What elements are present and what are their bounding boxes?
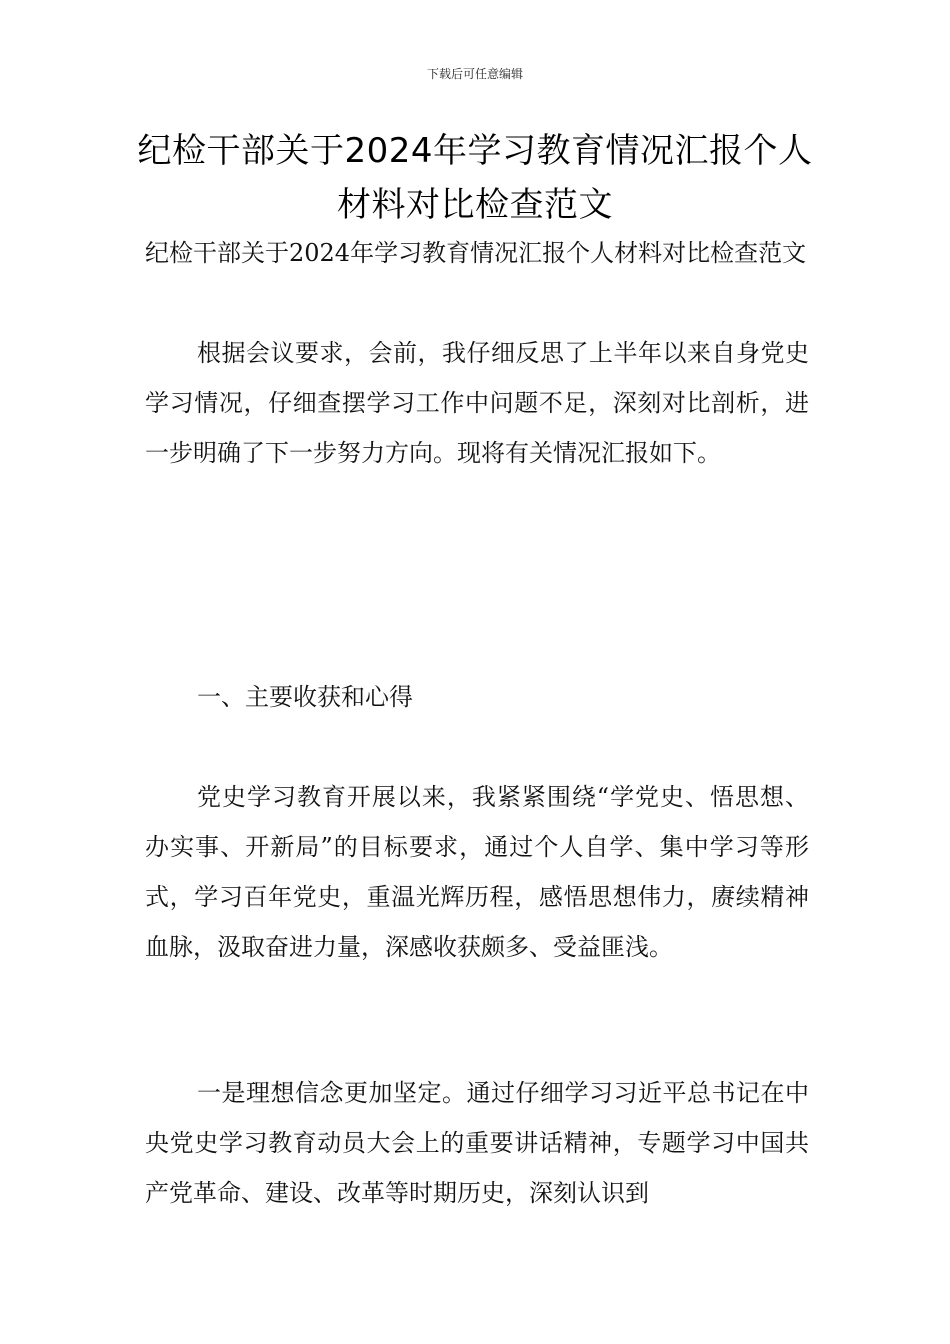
intro-paragraph: 根据会议要求，会前，我仔细反思了上半年以来自身党史学习情况，仔细查摆学习工作中问题不足，深刻对比剖析，进一步明确了下一步努力方向。现将有关情况汇报如下。 xyxy=(145,339,809,467)
section-heading-main-harvest: 一、主要收获和心得 xyxy=(197,683,413,711)
header-note: 下载后可任意编辑 xyxy=(426,67,523,81)
harvest-paragraph: 党史学习教育开展以来，我紧紧围绕“学党史、悟思想、办实事、开新局”的目标要求，通过个人自学、集中学习等形式，学习百年党史，重温光辉历程，感悟思想伟力，赓续精神血脉，汲取奋进力量，深感收获颇多、受益匪浅。 xyxy=(145,783,809,961)
point-one-paragraph: 一是理想信念更加坚定。通过仔细学习习近平总书记在中央党史学习教育动员大会上的重要讲话精神，专题学习中国共产党革命、建设、改革等时期历史，深刻认识到 xyxy=(145,1079,809,1207)
document-title: 纪检干部关于2024年学习教育情况汇报个人材料对比检查范文 xyxy=(137,131,813,225)
document-subtitle: 纪检干部关于2024年学习教育情况汇报个人材料对比检查范文 xyxy=(145,239,807,267)
